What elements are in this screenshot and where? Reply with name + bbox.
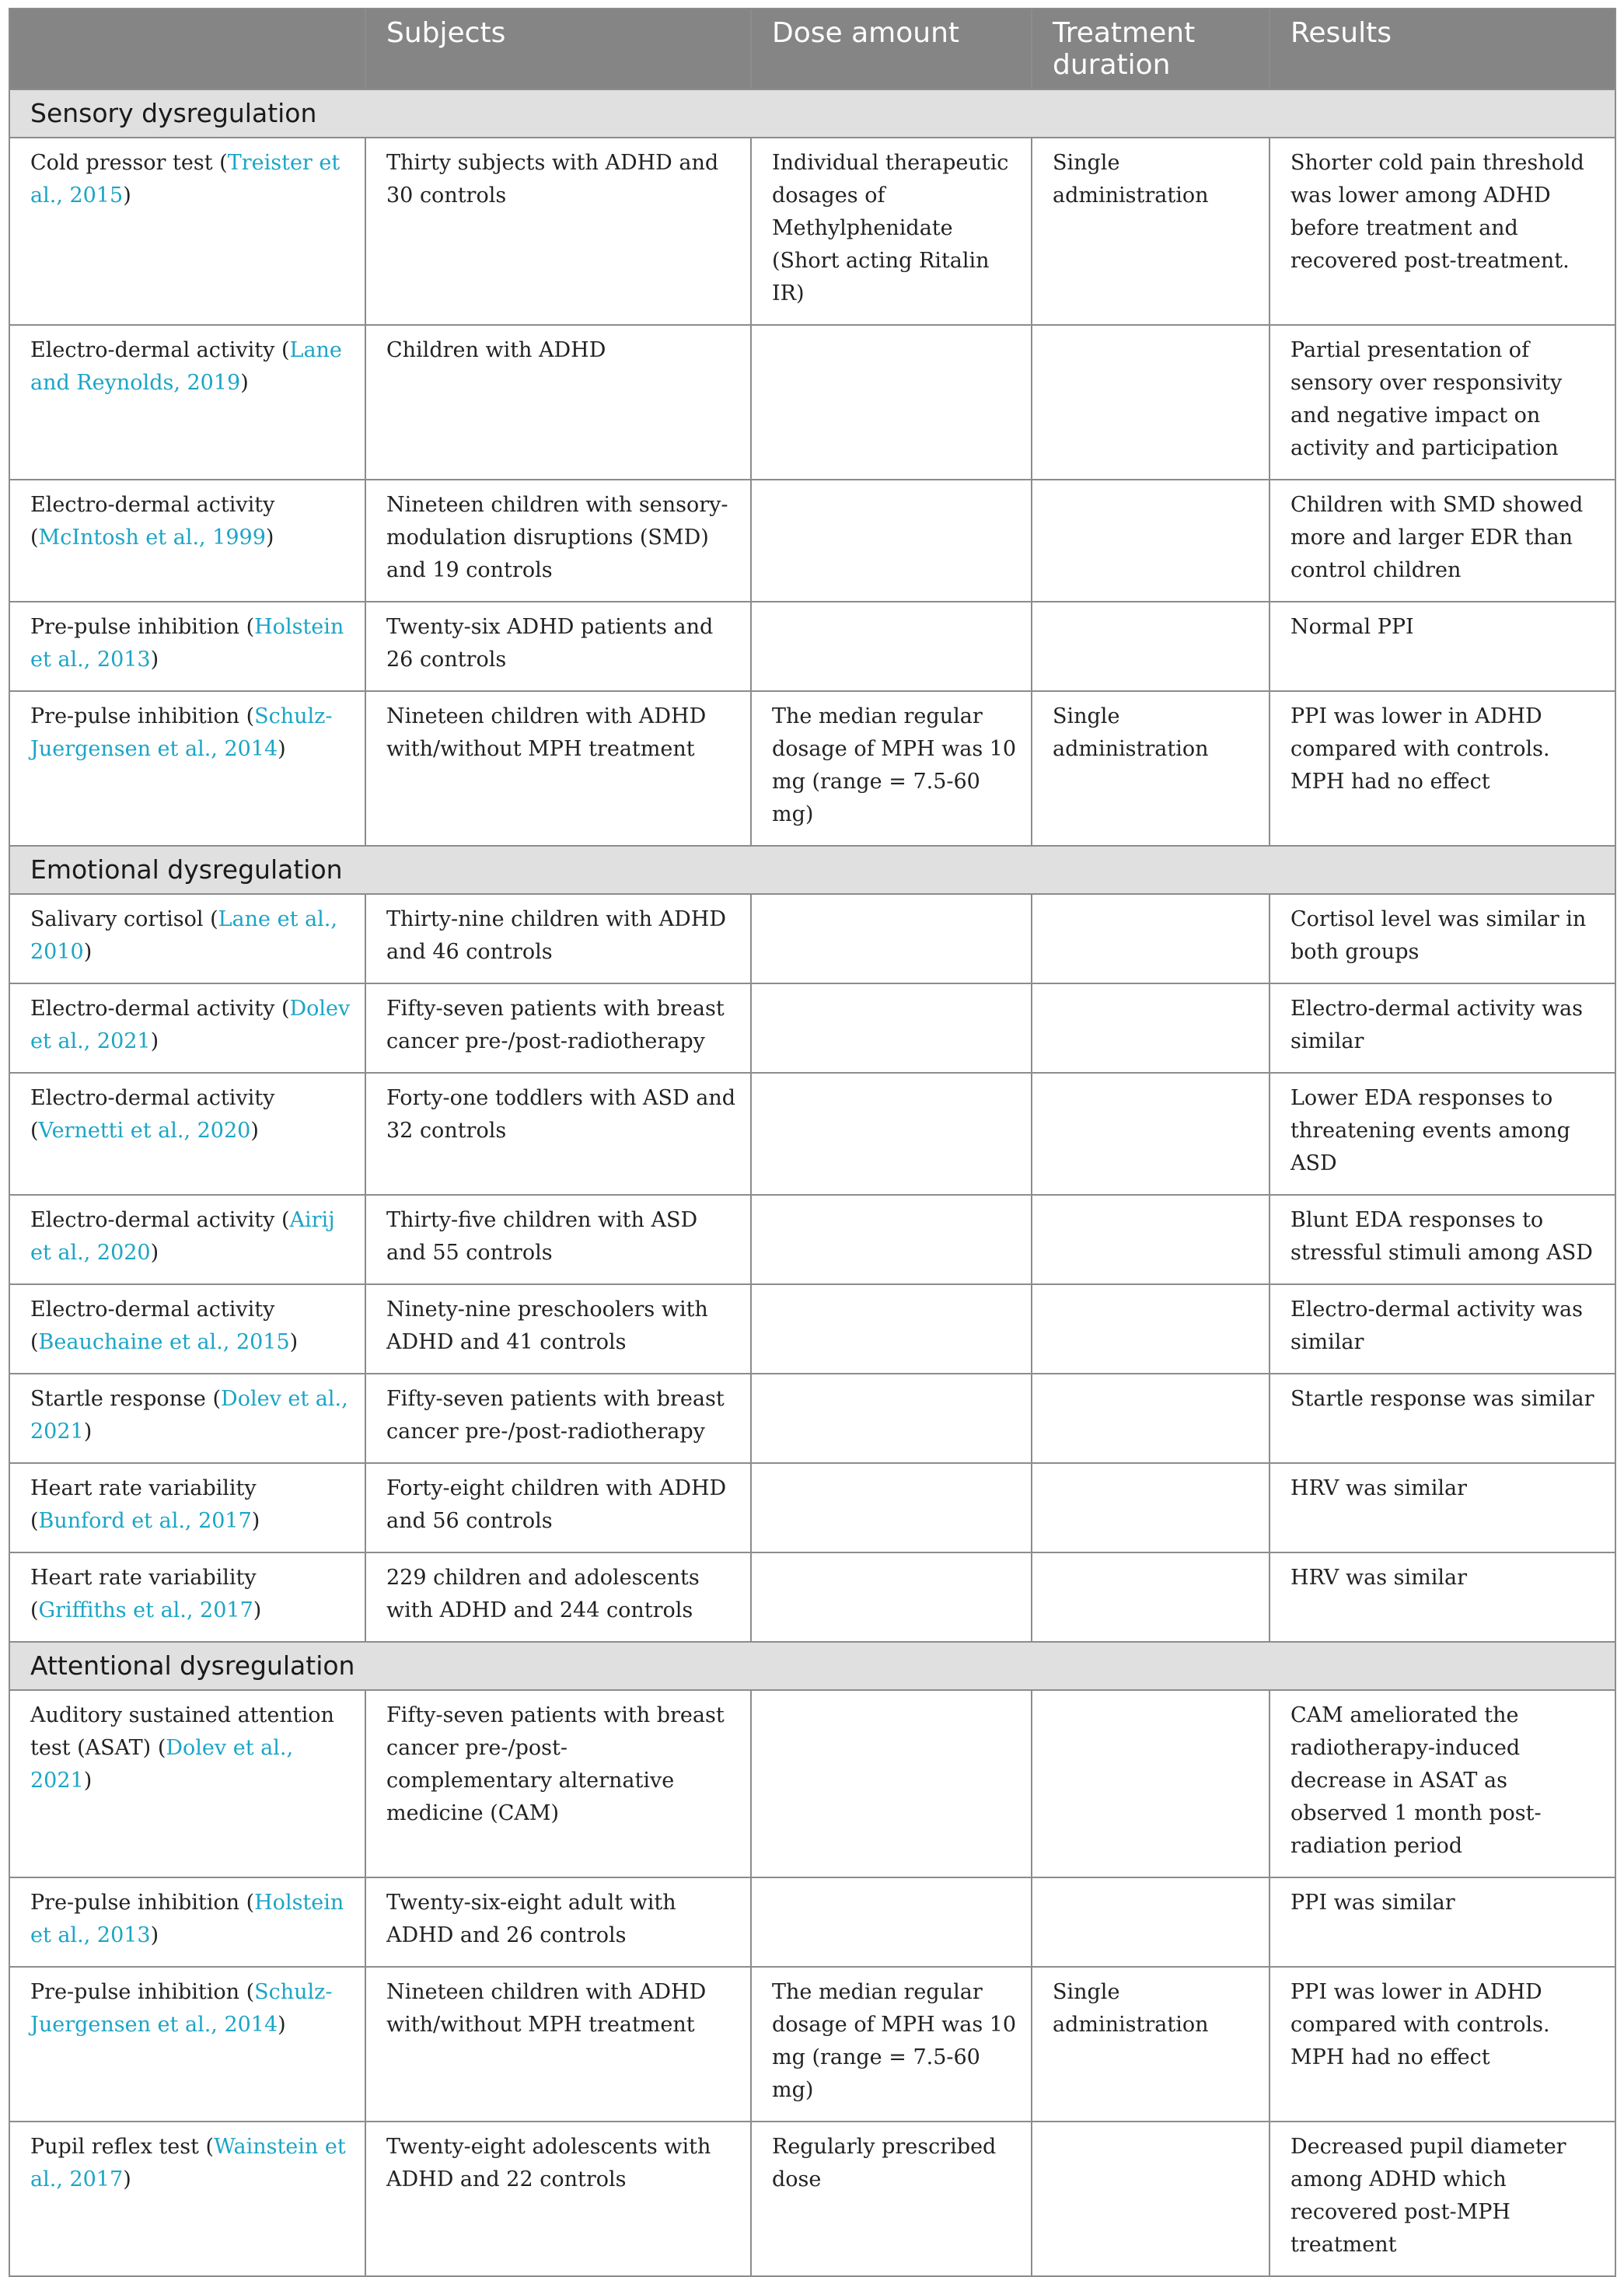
table-row [9,894,1615,983]
ref-close: ) [150,648,159,672]
table-container [9,8,1615,2277]
test-cell [9,691,365,846]
subjects-cell: Twenty-six-eight adult with ADHD and 26 controls [365,1877,751,1967]
test-name: Heart rate variability [30,1566,257,1590]
ref-close: ) [240,371,249,395]
citation-link[interactable]: Bunford et al., 2017 [38,1509,252,1533]
ref-open: ( [30,1598,39,1622]
test-cell [9,2122,365,2276]
table-row [9,1967,1615,2122]
subjects-cell: Thirty subjects with ADHD and 30 controls [365,138,751,325]
duration-cell [1032,1877,1270,1967]
table-row [9,1552,1615,1642]
test-name: Startle response [30,1387,206,1411]
ref-close: ) [253,1598,262,1622]
subjects-cell: Twenty-six ADHD patients and 26 controls [365,602,751,691]
test-cell [9,138,365,325]
ref-open: ( [246,615,255,639]
ref-open: ( [281,997,290,1021]
section-row [9,89,1615,138]
ref-close: ) [150,1241,159,1265]
subjects-cell: Ninety-nine preschoolers with ADHD and 41 controls [365,1284,751,1374]
test-cell [9,894,365,983]
test-cell [9,983,365,1073]
dose-cell: Individual therapeutic dosages of Methylphenidate (Short acting Ritalin IR) [751,138,1032,325]
results-cell: Children with SMD showed more and larger EDR than control children [1270,480,1615,602]
header-results: Results [1270,9,1615,89]
results-cell: Electro-dermal activity was similar [1270,983,1615,1073]
dose-cell [751,1284,1032,1374]
dose-cell [751,325,1032,480]
results-cell: Shorter cold pain threshold was lower among ADHD before treatment and recovered post-treatment. [1270,138,1615,325]
table-row [9,983,1615,1073]
results-cell: Blunt EDA responses to stressful stimuli among ASD [1270,1195,1615,1284]
citation-link[interactable]: Lane and Reynolds, 2019 [30,338,342,395]
ref-open: ( [30,1119,39,1143]
ref-open: ( [30,1509,39,1533]
duration-cell [1032,1284,1270,1374]
citation-link[interactable]: Vernetti et al., 2020 [38,1119,251,1143]
header-row [9,9,1615,89]
ref-open: ( [210,907,218,931]
results-cell: CAM ameliorated the radiotherapy-induced decrease in ASAT as observed 1 month post-radiation period [1270,1690,1615,1877]
ref-open: ( [246,704,255,728]
subjects-cell: Nineteen children with ADHD with/without MPH treatment [365,691,751,846]
section-row [9,846,1615,894]
ref-open: ( [246,1980,255,2004]
dose-cell [751,602,1032,691]
duration-cell [1032,1690,1270,1877]
citation-link[interactable]: Holstein et al., 2013 [30,615,344,672]
subjects-cell: Fifty-seven patients with breast cancer pre-/post-radiotherapy [365,983,751,1073]
dose-cell: The median regular dosage of MPH was 10 mg (range = 7.5-60 mg) [751,691,1032,846]
test-cell [9,1073,365,1195]
ref-close: ) [250,1119,259,1143]
section-title: Attentional dysregulation [9,1642,1615,1690]
table-row [9,1284,1615,1374]
test-cell [9,1877,365,1967]
test-name: Pre-pulse inhibition [30,1891,239,1915]
table-row [9,325,1615,480]
results-cell: Normal PPI [1270,602,1615,691]
ref-close: ) [251,1509,260,1533]
test-name: Pre-pulse inhibition [30,1980,239,2004]
table-row [9,138,1615,325]
ref-open: ( [205,2135,215,2159]
test-name: Electro-dermal activity [30,1208,275,1232]
ref-open: ( [157,1736,166,1760]
ref-open: ( [30,526,39,550]
citation-link[interactable]: McIntosh et al., 1999 [38,526,266,550]
duration-cell [1032,1073,1270,1195]
table-row [9,2122,1615,2276]
ref-close: ) [123,2167,131,2191]
test-cell [9,480,365,602]
subjects-cell: Nineteen children with sensory-modulation disruptions (SMD) and 19 controls [365,480,751,602]
ref-close: ) [278,2013,286,2037]
duration-cell [1032,983,1270,1073]
duration-cell [1032,325,1270,480]
duration-cell [1032,1374,1270,1463]
test-name: Electro-dermal activity [30,493,275,517]
test-name: Electro-dermal activity [30,1297,275,1322]
test-name: Cold pressor test [30,151,213,175]
results-cell: Startle response was similar [1270,1374,1615,1463]
subjects-cell: Fifty-seven patients with breast cancer pre-/post-radiotherapy [365,1374,751,1463]
test-cell [9,1463,365,1552]
duration-cell [1032,480,1270,602]
subjects-cell: Children with ADHD [365,325,751,480]
duration-cell [1032,894,1270,983]
duration-cell [1032,1552,1270,1642]
table-row [9,1877,1615,1967]
dose-cell [751,1552,1032,1642]
dose-cell [751,1690,1032,1877]
test-name: Electro-dermal activity [30,338,275,362]
table-row [9,1195,1615,1284]
dose-cell [751,1073,1032,1195]
results-cell: PPI was similar [1270,1877,1615,1967]
citation-link[interactable]: Dolev et al., 2021 [30,1736,294,1793]
citation-link[interactable]: Schulz-Juergensen et al., 2014 [30,1980,333,2037]
citation-link[interactable]: Dolev et al., 2021 [30,997,351,1053]
citation-link[interactable]: Treister et al., 2015 [30,151,341,208]
subjects-cell: Nineteen children with ADHD with/without MPH treatment [365,1967,751,2122]
citation-link[interactable]: Griffiths et al., 2017 [38,1598,253,1622]
header-duration: Treatment duration [1032,9,1270,89]
section-row [9,1642,1615,1690]
ref-close: ) [83,1769,93,1793]
dose-cell [751,480,1032,602]
ref-close: ) [83,940,93,964]
header-dose: Dose amount [751,9,1032,89]
test-name: Heart rate variability [30,1476,257,1500]
duration-cell: Single administration [1032,691,1270,846]
results-cell: PPI was lower in ADHD compared with controls. MPH had no effect [1270,691,1615,846]
ref-open: ( [281,338,290,362]
ref-close: ) [289,1330,299,1354]
ref-close: ) [123,183,131,208]
ref-open: ( [219,151,228,175]
duration-cell: Single administration [1032,1967,1270,2122]
ref-open: ( [281,1208,290,1232]
header-test [9,9,365,89]
test-cell [9,325,365,480]
dose-cell [751,894,1032,983]
citation-link[interactable]: Holstein et al., 2013 [30,1891,344,1947]
subjects-cell: Thirty-nine children with ADHD and 46 controls [365,894,751,983]
test-cell [9,1374,365,1463]
dose-cell [751,1195,1032,1284]
dose-cell: Regularly prescribed dose [751,2122,1032,2276]
citation-link[interactable]: Dolev et al., 2021 [30,1387,348,1444]
citation-link[interactable]: Schulz-Juergensen et al., 2014 [30,704,333,761]
dose-cell [751,983,1032,1073]
test-cell [9,1195,365,1284]
section-title: Emotional dysregulation [9,846,1615,894]
table-row [9,691,1615,846]
table-row [9,480,1615,602]
test-name: Electro-dermal activity [30,997,275,1021]
citation-link[interactable]: Beauchaine et al., 2015 [38,1330,290,1354]
dose-cell: The median regular dosage of MPH was 10 mg (range = 7.5-60 mg) [751,1967,1032,2122]
ref-close: ) [83,1420,93,1444]
test-name: Auditory sustained attention test (ASAT) [30,1703,334,1760]
studies-table [9,8,1616,2277]
subjects-cell: Forty-one toddlers with ASD and 32 controls [365,1073,751,1195]
table-row [9,1690,1615,1877]
duration-cell [1032,1195,1270,1284]
duration-cell [1032,602,1270,691]
ref-close: ) [278,737,286,761]
duration-cell [1032,2122,1270,2276]
citation-link[interactable]: Lane et al., 2010 [30,907,337,964]
ref-close: ) [150,1923,159,1947]
ref-open: ( [212,1387,222,1411]
subjects-cell: Twenty-eight adolescents with ADHD and 22 controls [365,2122,751,2276]
table-row [9,1073,1615,1195]
test-name: Pre-pulse inhibition [30,704,239,728]
test-name: Salivary cortisol [30,907,204,931]
results-cell: Lower EDA responses to threatening events among ASD [1270,1073,1615,1195]
ref-close: ) [150,1029,159,1053]
ref-open: ( [246,1891,255,1915]
subjects-cell: 229 children and adolescents with ADHD and 244 controls [365,1552,751,1642]
ref-open: ( [30,1330,39,1354]
table-row [9,1374,1615,1463]
table-row [9,1463,1615,1552]
section-title: Sensory dysregulation [9,89,1615,138]
test-name: Pupil reflex test [30,2135,199,2159]
results-cell: Electro-dermal activity was similar [1270,1284,1615,1374]
citation-link[interactable]: Wainstein et al., 2017 [30,2135,346,2191]
header-subjects: Subjects [365,9,751,89]
subjects-cell: Thirty-five children with ASD and 55 controls [365,1195,751,1284]
results-cell: Decreased pupil diameter among ADHD which recovered post-MPH treatment [1270,2122,1615,2276]
results-cell: PPI was lower in ADHD compared with controls. MPH had no effect [1270,1967,1615,2122]
test-cell [9,1690,365,1877]
dose-cell [751,1463,1032,1552]
duration-cell [1032,1463,1270,1552]
test-cell [9,1552,365,1642]
subjects-cell: Fifty-seven patients with breast cancer pre-/post- complementary alternative medicine (CAM) [365,1690,751,1877]
test-cell [9,1284,365,1374]
citation-link[interactable]: Airij et al., 2020 [30,1208,335,1265]
results-cell: HRV was similar [1270,1552,1615,1642]
ref-close: ) [265,526,274,550]
results-cell: Partial presentation of sensory over responsivity and negative impact on activity and participation [1270,325,1615,480]
table-row [9,602,1615,691]
test-cell [9,1967,365,2122]
dose-cell [751,1374,1032,1463]
test-name: Pre-pulse inhibition [30,615,239,639]
test-cell [9,602,365,691]
test-name: Electro-dermal activity [30,1086,275,1110]
subjects-cell: Forty-eight children with ADHD and 56 controls [365,1463,751,1552]
results-cell: Cortisol level was similar in both groups [1270,894,1615,983]
duration-cell: Single administration [1032,138,1270,325]
dose-cell [751,1877,1032,1967]
results-cell: HRV was similar [1270,1463,1615,1552]
